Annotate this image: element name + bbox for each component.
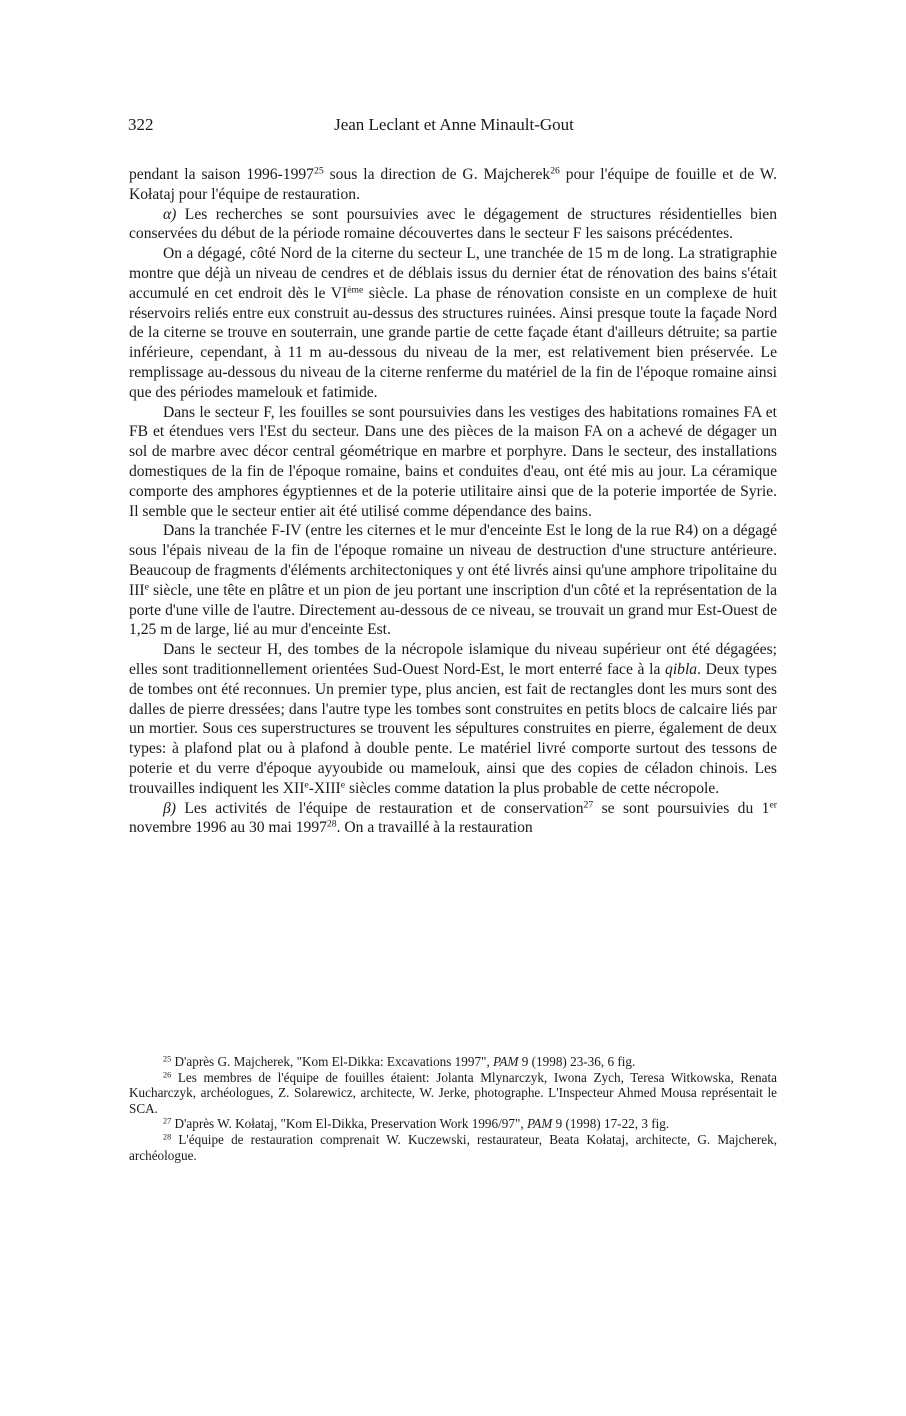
footnotes [129,1054,777,1163]
footnote-number: 27 [163,1116,172,1126]
superscript: er [769,799,777,811]
text-run: novembre 1996 au 30 mai 1997 [129,819,327,837]
superscript: ème [347,284,364,296]
text-run: siècles comme datation la plus probable de cette nécropole. [345,779,720,797]
text-run: -XIII [308,779,341,797]
superscript: e [304,779,309,791]
text-run: Dans le secteur F, les fouilles se sont poursuivies dans les vestiges des habitations romaines FA et FB et étendues vers l'Est du secteur. Dans une des pièces de la maison FA on a achevé de dégager un sol de marbre avec décor central géométrique en marbre et porphyre. Dans le secteur, des installations domestiques de la fin de l'époque romaine, bains et conduites d'eau, ont été mis au jour. La céramique comporte des amphores égyptiennes et de la poterie utilitaire ainsi que de la poterie importée de Syrie. Il semble que le secteur entier ait été utilisé comme dépendance des bains. [129,403,777,520]
footnote-number: 28 [163,1132,172,1142]
paragraph-sector-h [129,640,777,798]
text-run: sous la direction de G. Majcherek [323,166,551,183]
footnote-28 [129,1132,777,1163]
paragraph-beta [129,799,777,839]
running-title: Jean Leclant et Anne Minault-Gout [334,115,574,134]
section-marker-alpha: α) [163,205,177,223]
text-run: 9 (1998) 23-36, 6 fig. [518,1054,636,1069]
page-number: 322 [128,115,154,134]
body-text [129,165,777,838]
section-marker-beta: β) [163,799,176,817]
text-run: pour l'équipe de fouille et de W. Kołataj pour l'équipe de restauration. [129,166,777,203]
text-run: 9 (1998) 17-22, 3 fig. [552,1116,670,1132]
page-header [128,114,780,138]
text-run: D'après W. Kołataj, "Kom El-Dikka, Preservation Work 1996/97", [171,1116,527,1132]
italic-term: qibla [665,660,698,678]
footnote-ref-28: 28 [326,818,337,830]
footnote-number: 25 [163,1054,172,1064]
paragraph-trench-f-iv [129,521,777,640]
superscript: e [144,581,149,593]
text-run: . Deux types de tombes ont été reconnues. Un premier type, plus ancien, est fait de rectangles dont les murs sont des dalles de pierre dressées; dans l'autre type les tombes sont construites en petits blocs de calcaire liés par un mortier. Sous ces superstructures se trouvent les sépultures construites en pierre, également de deux types: à plafond plat ou à plafond à double pente. Le matériel livré comporte surtout des tessons de poterie et du verre d'époque ayyoubide ou mamelouk, ainsi que des copies de céladon chinois. Les trouvailles indiquent les XII [129,660,777,797]
text-run: Dans le secteur H, des tombes de la nécropole islamique du niveau supérieur ont été dégagées; elles sont traditionnellement orientées Sud-Ouest Nord-Est, le mort enterré face à la [129,641,777,678]
text-run: Les recherches se sont poursuivies avec le dégagement de structures résidentielles bien conservées du début de la période romaine découvertes dans le secteur F les saisons précédentes. [129,205,777,243]
italic-term: PAM [493,1054,519,1069]
paragraph-sector-l [129,244,777,402]
italic-term: PAM [526,1116,553,1132]
superscript: e [340,779,346,791]
text-run: Dans la tranchée F-IV (entre les citernes et le mur d'enceinte Est le long de la rue R4) on a dégagé sous l'épais niveau de la fin de l'époque romaine un niveau de destruction d'une structure antérieure. Beaucoup de fragments d'éléments architectoniques y ont été livrés ainsi qu'une amphore tripolitaine du III [129,522,777,599]
footnote-ref-27: 27 [583,799,594,811]
paragraph-alpha [129,205,777,245]
text-run: D'après G. Majcherek, "Kom El-Dikka: Excavations 1997", [171,1054,494,1069]
footnote-26 [129,1070,777,1117]
text-run: . On a travaillé à la restauration [336,819,533,837]
text-run: pendant la saison 1996-1997 [129,166,314,183]
text-run: On a dégagé, côté Nord de la citerne du secteur L, une tranchée de 15 m de long. La stratigraphie montre que déjà un niveau de cendres et de déblais issus du dernier état de rénovation des bains s'était accumulé en cet endroit dès le VI [129,245,777,302]
text-run: Les activités de l'équipe de restauration et de conservation [175,799,584,817]
text-run: L'équipe de restauration comprenait W. Kuczewski, restaurateur, Beata Kołataj, architecte, G. Majcherek, archéologue. [129,1131,777,1163]
footnote-27 [129,1116,777,1132]
paragraph-intro [129,165,777,205]
paragraph-sector-f [129,403,777,522]
footnote-ref-25: 25 [313,165,324,177]
footnote-number: 26 [163,1070,172,1080]
footnote-ref-26: 26 [550,165,560,177]
footnote-25 [129,1054,777,1070]
text-run: siècle, une tête en plâtre et un pion de jeu portant une inscription d'un côté et la représentation de la porte d'une ville de l'autre. Directement au-dessous de ce niveau, se trouvait un grand mur Est-Ouest de 1,25 m de large, lié au mur d'enceinte Est. [129,581,777,639]
text-run: Les membres de l'équipe de fouilles étaient: Jolanta Mlynarczyk, Iwona Zych, Teresa Witkowska, Renata Kucharczyk, archéologues, Z. Solarewicz, architecte, W. Jerke, photographe. L'Inspecteur Ahmed Mousa représentait le SCA. [129,1069,777,1116]
text-run: se sont poursuivies du 1 [593,799,770,817]
text-run: siècle. La phase de rénovation consiste en un complexe de huit réservoirs reliés entre eux construit au-dessus des structures ruinées. Ainsi presque toute la façade Nord de la citerne se trouve en souterrain, une grande partie de cette façade étant d'ailleurs détruite; sa partie inférieure, cependant, à 11 m au-dessous du niveau de la mer, est relativement bien préservée. Le remplissage au-dessous du niveau de la citerne renferme du matériel de la fin de l'époque romaine ainsi que des périodes mamelouk et fatimide. [129,284,777,401]
